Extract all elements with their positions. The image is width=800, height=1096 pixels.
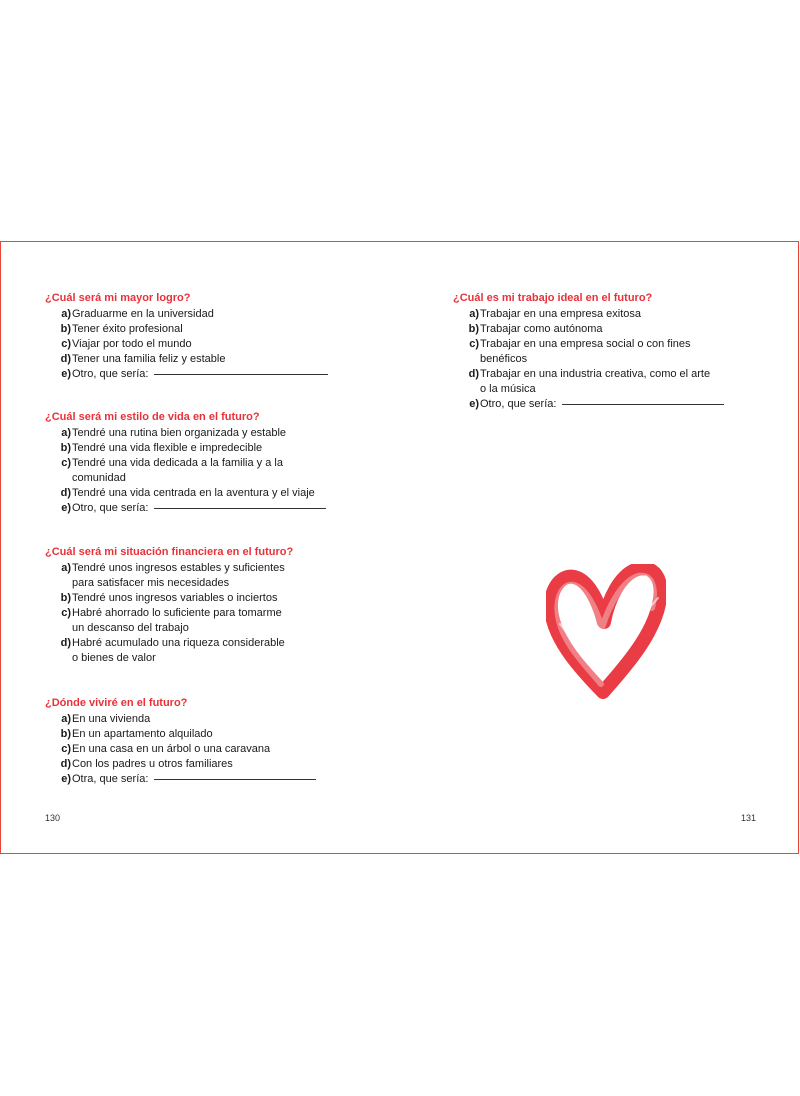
- question-title: ¿Cuál será mi estilo de vida en el futuro?: [45, 411, 260, 423]
- question-title: ¿Cuál es mi trabajo ideal en el futuro?: [453, 292, 653, 304]
- question-financial-situation: [45, 545, 293, 666]
- option-e[interactable]: e) Otro, que sería:: [453, 397, 724, 412]
- brush-heart-icon: [546, 564, 666, 699]
- question-title: ¿Cuál será mi situación financiera en el futuro?: [45, 546, 294, 558]
- page-number: 131: [740, 813, 756, 823]
- option-b[interactable]: b) Tendré unos ingresos variables o inciertos: [60, 592, 278, 604]
- option-e[interactable]: e) Otro, que sería:: [45, 501, 326, 516]
- option-d[interactable]: d) Tener una familia feliz y estable: [60, 353, 226, 365]
- option-a[interactable]: a) Tendré una rutina bien organizada y estable: [61, 427, 287, 439]
- option-b[interactable]: b) Trabajar como autónoma: [468, 323, 603, 335]
- answer-line[interactable]: [154, 508, 326, 509]
- question-title: ¿Cuál será mi mayor logro?: [45, 292, 191, 304]
- left-page: [1, 242, 401, 853]
- option-c[interactable]: c) Habré ahorrado lo suficiente para tomarme un descanso del trabajo: [61, 607, 282, 634]
- question-greatest-achievement: [45, 291, 328, 382]
- question-lifestyle: [45, 410, 326, 516]
- question-ideal-job: [453, 291, 724, 412]
- question-title: ¿Dónde viviré en el futuro?: [45, 697, 188, 709]
- option-d[interactable]: d) Con los padres u otros familiares: [60, 758, 233, 770]
- right-page: [401, 242, 800, 853]
- option-c[interactable]: c) Tendré una vida dedicada a la familia y a la comunidad: [61, 457, 283, 484]
- answer-line[interactable]: [154, 374, 328, 375]
- option-b[interactable]: b) Tendré una vida flexible e impredecible: [60, 442, 263, 454]
- option-c[interactable]: c) Viajar por todo el mundo: [61, 338, 192, 350]
- question-where-live: [45, 696, 316, 787]
- page-number: 130: [45, 813, 61, 823]
- option-c[interactable]: c) Trabajar en una empresa social o con fines benéficos: [469, 338, 691, 365]
- option-c[interactable]: c) En una casa en un árbol o una caravana: [61, 743, 271, 755]
- option-a[interactable]: a) Graduarme en la universidad: [61, 308, 214, 320]
- option-d[interactable]: d) Trabajar en una industria creativa, como el arte o la música: [468, 368, 711, 395]
- answer-line[interactable]: [154, 779, 316, 780]
- option-b[interactable]: b) Tener éxito profesional: [60, 323, 183, 335]
- option-d[interactable]: d) Habré acumulado una riqueza considerable o bienes de valor: [60, 637, 285, 664]
- option-d[interactable]: d) Tendré una vida centrada en la aventura y el viaje: [60, 487, 315, 499]
- book-spread: [0, 241, 799, 854]
- option-a[interactable]: a) En una vivienda: [61, 713, 151, 725]
- option-a[interactable]: a) Tendré unos ingresos estables y suficientes para satisfacer mis necesidades: [61, 562, 285, 589]
- option-e[interactable]: e) Otra, que sería:: [45, 772, 316, 787]
- option-a[interactable]: a) Trabajar en una empresa exitosa: [469, 308, 642, 320]
- option-e[interactable]: e) Otro, que sería:: [45, 367, 328, 382]
- answer-line[interactable]: [562, 404, 724, 405]
- option-b[interactable]: b) En un apartamento alquilado: [60, 728, 213, 740]
